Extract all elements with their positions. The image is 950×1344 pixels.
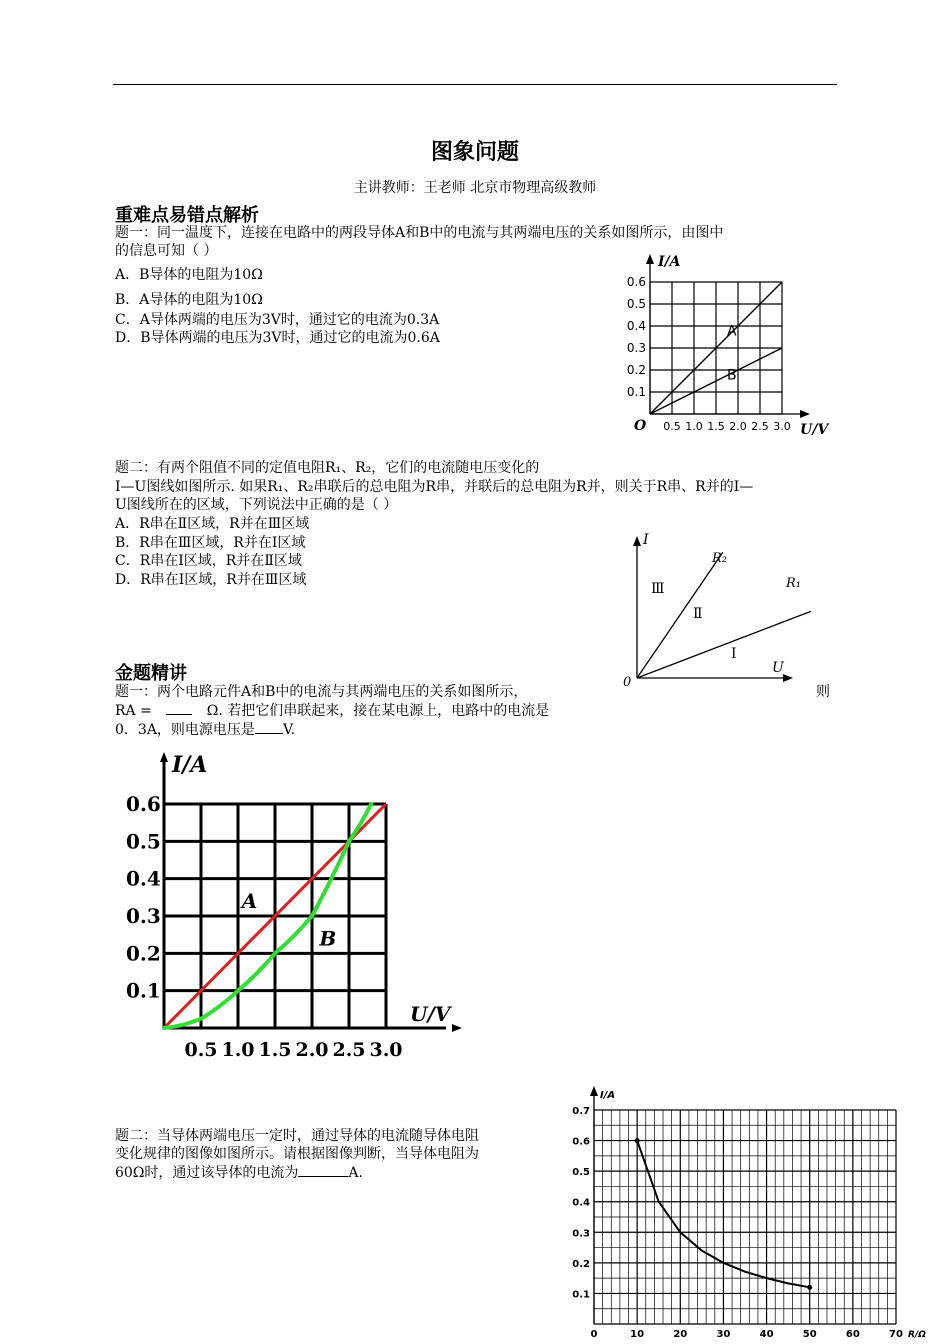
q4-line2: 变化规律的图像如图所示。请根据图像判断，当导体电阻为 bbox=[115, 1146, 479, 1162]
q2-option-d: D．R串在Ⅰ区域，R并在Ⅲ区域 bbox=[115, 572, 307, 588]
y-tick-label: 0.2 bbox=[626, 363, 646, 377]
series-label-B: B bbox=[319, 926, 337, 951]
y-tick-label: 0.3 bbox=[626, 341, 646, 355]
y-tick-label: 0.4 bbox=[126, 866, 161, 891]
y-tick-label: 0.1 bbox=[126, 978, 161, 1003]
y-tick-label: 0.3 bbox=[572, 1228, 590, 1240]
x-tick-label: 2.0 bbox=[295, 1039, 329, 1061]
x-tick-label: 2.5 bbox=[751, 420, 769, 433]
x-axis-arrow bbox=[783, 674, 793, 682]
y-tick-label: 0.1 bbox=[626, 385, 646, 399]
q2-option-b: B．R串在Ⅲ区域，R并在Ⅰ区域 bbox=[115, 535, 306, 551]
x-tick-label: 60 bbox=[845, 1329, 860, 1340]
x-axis-title: R/Ω bbox=[908, 1330, 926, 1340]
curve-end-point bbox=[807, 1285, 812, 1290]
q4-line1: 题二：当导体两端电压一定时，通过导体的电流随导体电阻 bbox=[115, 1128, 479, 1144]
x-tick-label: 0.5 bbox=[184, 1039, 218, 1061]
series-label-A: A bbox=[727, 323, 737, 340]
x-axis-title: U bbox=[772, 660, 784, 676]
series-label-R2: R₂ bbox=[712, 551, 727, 566]
q2-stem-line2: I—U图线如图所示. 如果R₁、R₂串联后的总电阻为R串，并联后的总电阻为R并，则关于R串、R并的I— bbox=[115, 479, 754, 495]
q1-stem-line2: 的信息可知（ ） bbox=[115, 243, 218, 259]
y-tick-label: 0.5 bbox=[572, 1167, 590, 1179]
q2-stem-line1: 题二：有两个阻值不同的定值电阻R₁、R₂，它们的电流随电压变化的 bbox=[115, 460, 540, 476]
q4-current-blank bbox=[298, 1176, 348, 1177]
q3-line2 bbox=[115, 702, 549, 720]
y-tick-label: 0.1 bbox=[572, 1289, 590, 1301]
series-label-A: A bbox=[241, 889, 258, 914]
curve-start-point bbox=[635, 1138, 640, 1143]
y-axis-arrow bbox=[646, 254, 654, 264]
header-rule bbox=[113, 84, 837, 85]
y-tick-label: 0.5 bbox=[126, 829, 161, 854]
y-tick-label: 0.5 bbox=[626, 297, 646, 311]
y-axis-title: I/A bbox=[658, 254, 681, 270]
y-tick-label: 0.6 bbox=[126, 792, 161, 816]
section-title-1: 重难点易错点解析 bbox=[115, 205, 259, 226]
x-tick-label: 1.0 bbox=[685, 420, 703, 433]
y-axis-title: I/A bbox=[172, 752, 208, 778]
x-tick-label: 2.0 bbox=[729, 420, 747, 433]
chart-3-color-iu-graph bbox=[120, 750, 470, 1065]
q1-option-a: A．B导体的电阻为10Ω bbox=[115, 267, 263, 283]
y-axis-arrow bbox=[160, 752, 168, 762]
y-tick-label: 0.4 bbox=[626, 319, 646, 333]
q1-option-d: D．B导体两端的电压为3V时，通过它的电流为0.6A bbox=[115, 330, 440, 346]
q2-option-a: A．R串在Ⅱ区域，R并在Ⅲ区域 bbox=[115, 516, 310, 532]
series-label-R1: R₁ bbox=[786, 576, 801, 591]
q3-line1: 题一：两个电路元件A和B中的电流与其两端电压的关系如图所示， bbox=[115, 684, 528, 700]
series-line-R1 bbox=[637, 611, 811, 678]
y-axis-arrow bbox=[633, 536, 641, 546]
x-axis-title: U/V bbox=[800, 422, 829, 438]
x-axis-title: U/V bbox=[410, 1002, 451, 1026]
q3-line3-text: 0．3A，则电源电压是 bbox=[115, 722, 255, 738]
q4-line3-text: 60Ω时，通过该导体的电流为 bbox=[115, 1165, 299, 1181]
section-title-2: 金题精讲 bbox=[115, 663, 187, 684]
q3-line2-rest: Ω. 若把它们串联起来，接在某电源上，电路中的电流是 bbox=[206, 703, 550, 719]
x-tick-label: 70 bbox=[889, 1329, 903, 1340]
q1-stem-line1: 题一：同一温度下，连接在电路中的两段导体A和B中的电流与其两端电压的关系如图所示，由图中 bbox=[115, 225, 724, 241]
x-axis-arrow bbox=[452, 1024, 462, 1032]
y-axis-title: I/A bbox=[600, 1090, 616, 1101]
x-tick-label: 20 bbox=[673, 1329, 688, 1340]
region-label-3: Ⅲ bbox=[651, 581, 665, 597]
region-label-2: Ⅱ bbox=[693, 606, 703, 622]
q3-voltage-blank bbox=[255, 733, 283, 734]
q1-option-c: C．A导体两端的电压为3V时，通过它的电流为0.3A bbox=[115, 312, 440, 328]
y-tick-label: 0.3 bbox=[126, 904, 161, 928]
y-tick-label: 0.6 bbox=[572, 1136, 590, 1148]
x-tick-label: 30 bbox=[716, 1329, 731, 1340]
q3-line3-unit: V. bbox=[282, 722, 296, 738]
y-axis-arrow bbox=[590, 1086, 598, 1096]
x-tick-label: 10 bbox=[630, 1329, 645, 1340]
origin-label: O bbox=[634, 418, 647, 434]
series-label-B: B bbox=[727, 367, 737, 384]
x-tick-label: 1.5 bbox=[707, 420, 725, 433]
q2-stem-line3: U图线所在的区域，下列说法中正确的是（ ） bbox=[115, 497, 398, 513]
y-tick-label: 0.2 bbox=[126, 941, 161, 966]
q4-line3 bbox=[115, 1164, 363, 1182]
y-tick-label: 0.4 bbox=[572, 1197, 590, 1209]
y-tick-label: 0.6 bbox=[626, 275, 646, 289]
origin-label: 0 bbox=[623, 675, 632, 690]
x-axis-arrow bbox=[800, 410, 810, 418]
y-axis-title: I bbox=[643, 532, 649, 548]
chart-1-iu-graph bbox=[620, 250, 845, 438]
x-tick-label: 0.5 bbox=[663, 420, 681, 433]
teacher-line: 主讲教师：王老师 北京市物理高级教师 bbox=[353, 180, 597, 196]
q4-line3-unit: A. bbox=[348, 1165, 363, 1181]
series-line-R2 bbox=[637, 552, 723, 678]
q1-option-b: B．A导体的电阻为10Ω bbox=[115, 292, 263, 308]
q3-line3 bbox=[115, 721, 295, 739]
x-tick-label: 40 bbox=[759, 1329, 774, 1340]
region-label-1: Ⅰ bbox=[731, 646, 737, 662]
x-tick-label: 0 bbox=[590, 1329, 598, 1340]
q3-ra-label: RA = bbox=[115, 703, 152, 719]
x-tick-label: 50 bbox=[802, 1329, 817, 1340]
page-title: 图象问题 bbox=[430, 140, 519, 165]
chart-4-ir-graph bbox=[560, 1082, 926, 1342]
x-tick-label: 2.5 bbox=[332, 1039, 366, 1061]
q2-option-c: C．R串在Ⅰ区域，R并在Ⅱ区域 bbox=[115, 553, 302, 569]
y-tick-label: 0.7 bbox=[572, 1106, 590, 1117]
y-tick-label: 0.2 bbox=[572, 1258, 590, 1270]
chart-2-resistor-regions bbox=[615, 530, 815, 690]
x-tick-label: 1.5 bbox=[258, 1039, 292, 1061]
q3-line1-end: 则 bbox=[816, 684, 830, 700]
x-tick-label: 1.0 bbox=[221, 1039, 255, 1061]
x-tick-label: 3.0 bbox=[369, 1039, 403, 1061]
q3-ra-blank bbox=[166, 714, 192, 715]
x-tick-label: 3.0 bbox=[773, 420, 791, 433]
